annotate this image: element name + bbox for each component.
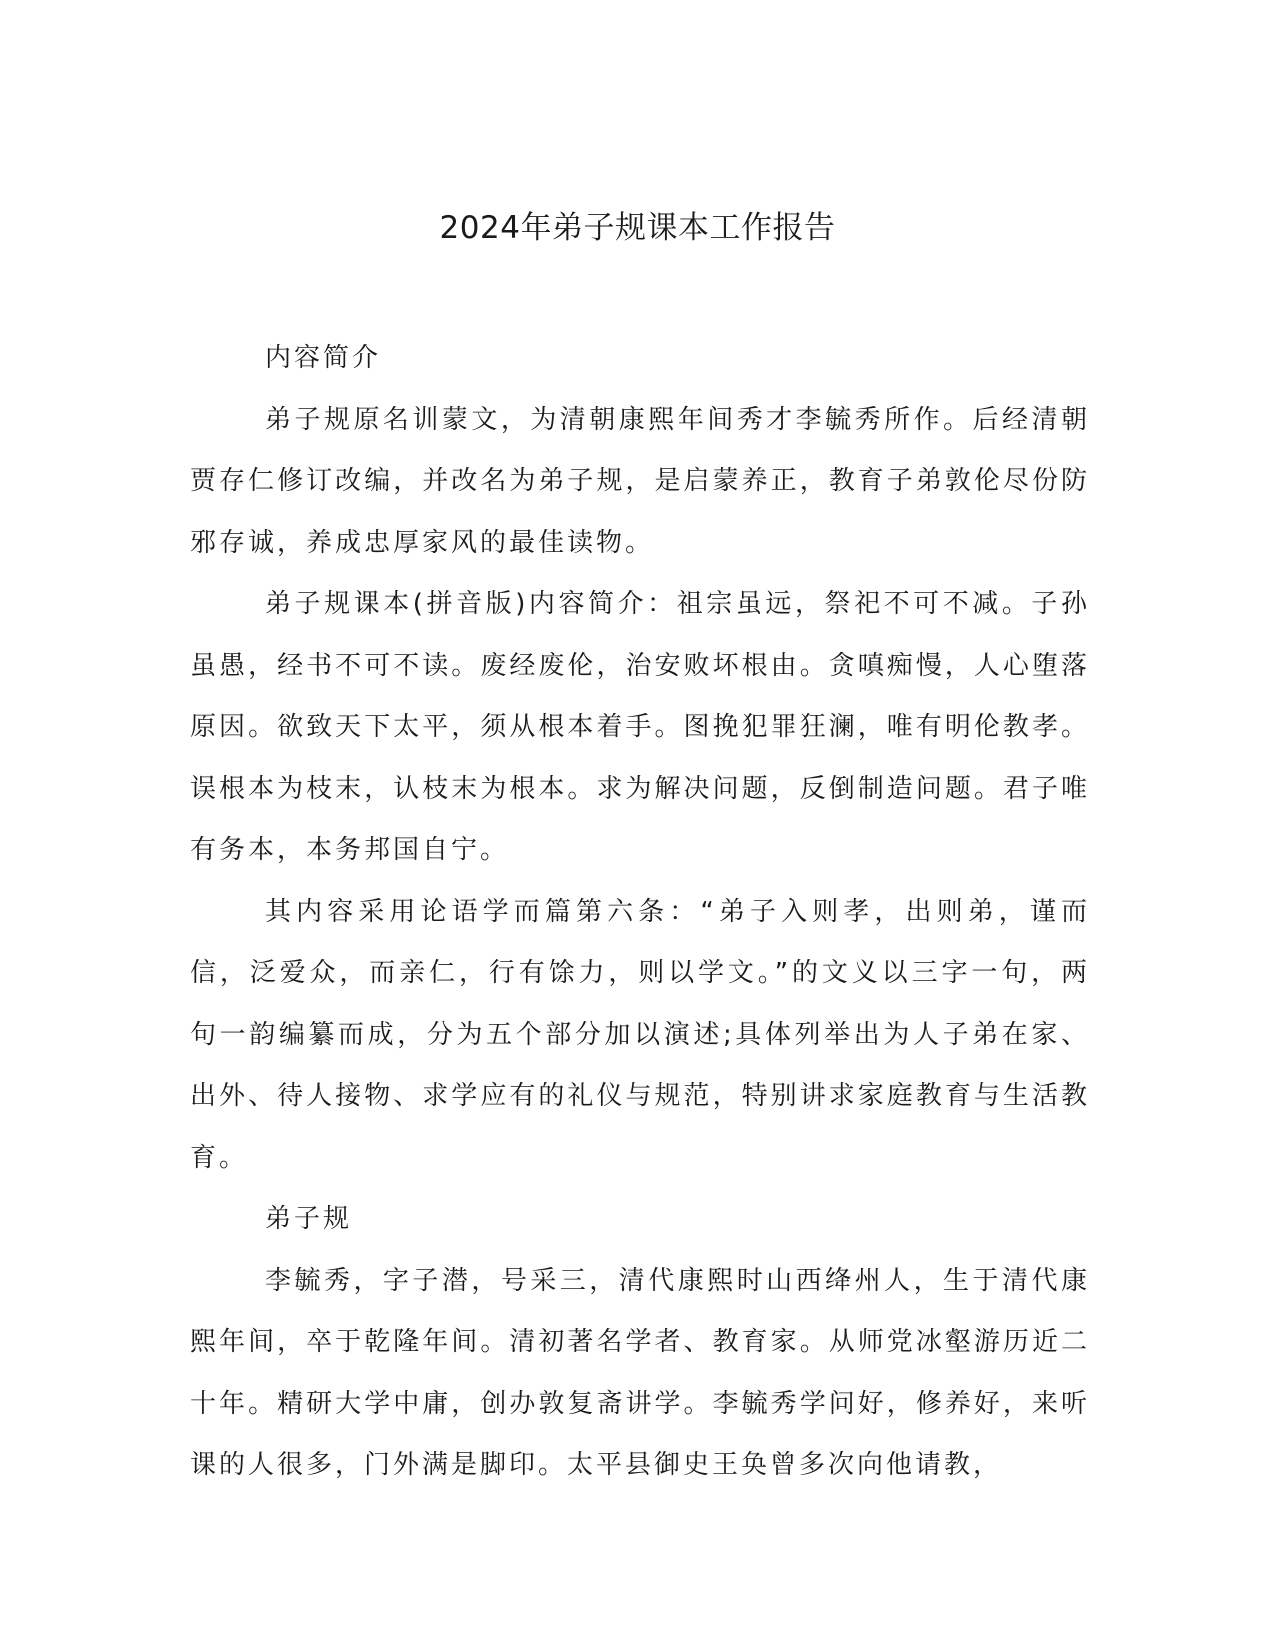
section-heading-intro: 内容简介	[265, 343, 382, 373]
paragraph-author-bio: 李毓秀，字子潜，号采三，清代康熙时山西绛州人，生于清代康熙年间，卒于乾隆年间。清初著名学者、教育家。从师党冰壑游历近二十年。精研大学中庸，创办敦复斋讲学。李毓秀学问好，修养好，来听课的人很多，门外满是脚印。太平县御史王奂曾多次向他请教，	[190, 1265, 1090, 1480]
paragraph-origin: 弟子规原名训蒙文，为清朝康熙年间秀才李毓秀所作。后经清朝贾存仁修订改编，并改名为弟子规，是启蒙养正，教育子弟敦伦尽份防邪存诚，养成忠厚家风的最佳读物。	[190, 404, 1090, 558]
section-heading-dizigui: 弟子规	[265, 1204, 353, 1234]
paragraph-content-source: 其内容采用论语学而篇第六条：“弟子入则孝，出则弟，谨而信，泛爱众，而亲仁，行有馀力，则以学文。”的文义以三字一句，两句一韵编纂而成，分为五个部分加以演述;具体列举出为人子弟在家、出外、待人接物、求学应有的礼仪与规范，特别讲求家庭教育与生活教育。	[190, 896, 1090, 1173]
paragraph-pinyin-intro: 弟子规课本(拼音版)内容简介：祖宗虽远，祭祀不可不减。子孙虽愚，经书不可不读。废经废伦，治安败坏根由。贪嗔痴慢，人心堕落原因。欲致天下太平，须从根本着手。图挽犯罪狂澜，唯有明伦教孝。误根本为枝末，认枝末为根本。求为解决问题，反倒制造问题。君子唯有务本，本务邦国自宁。	[190, 589, 1090, 865]
document-title: 2024年弟子规课本工作报告	[439, 210, 836, 246]
document-body	[190, 328, 1090, 1497]
